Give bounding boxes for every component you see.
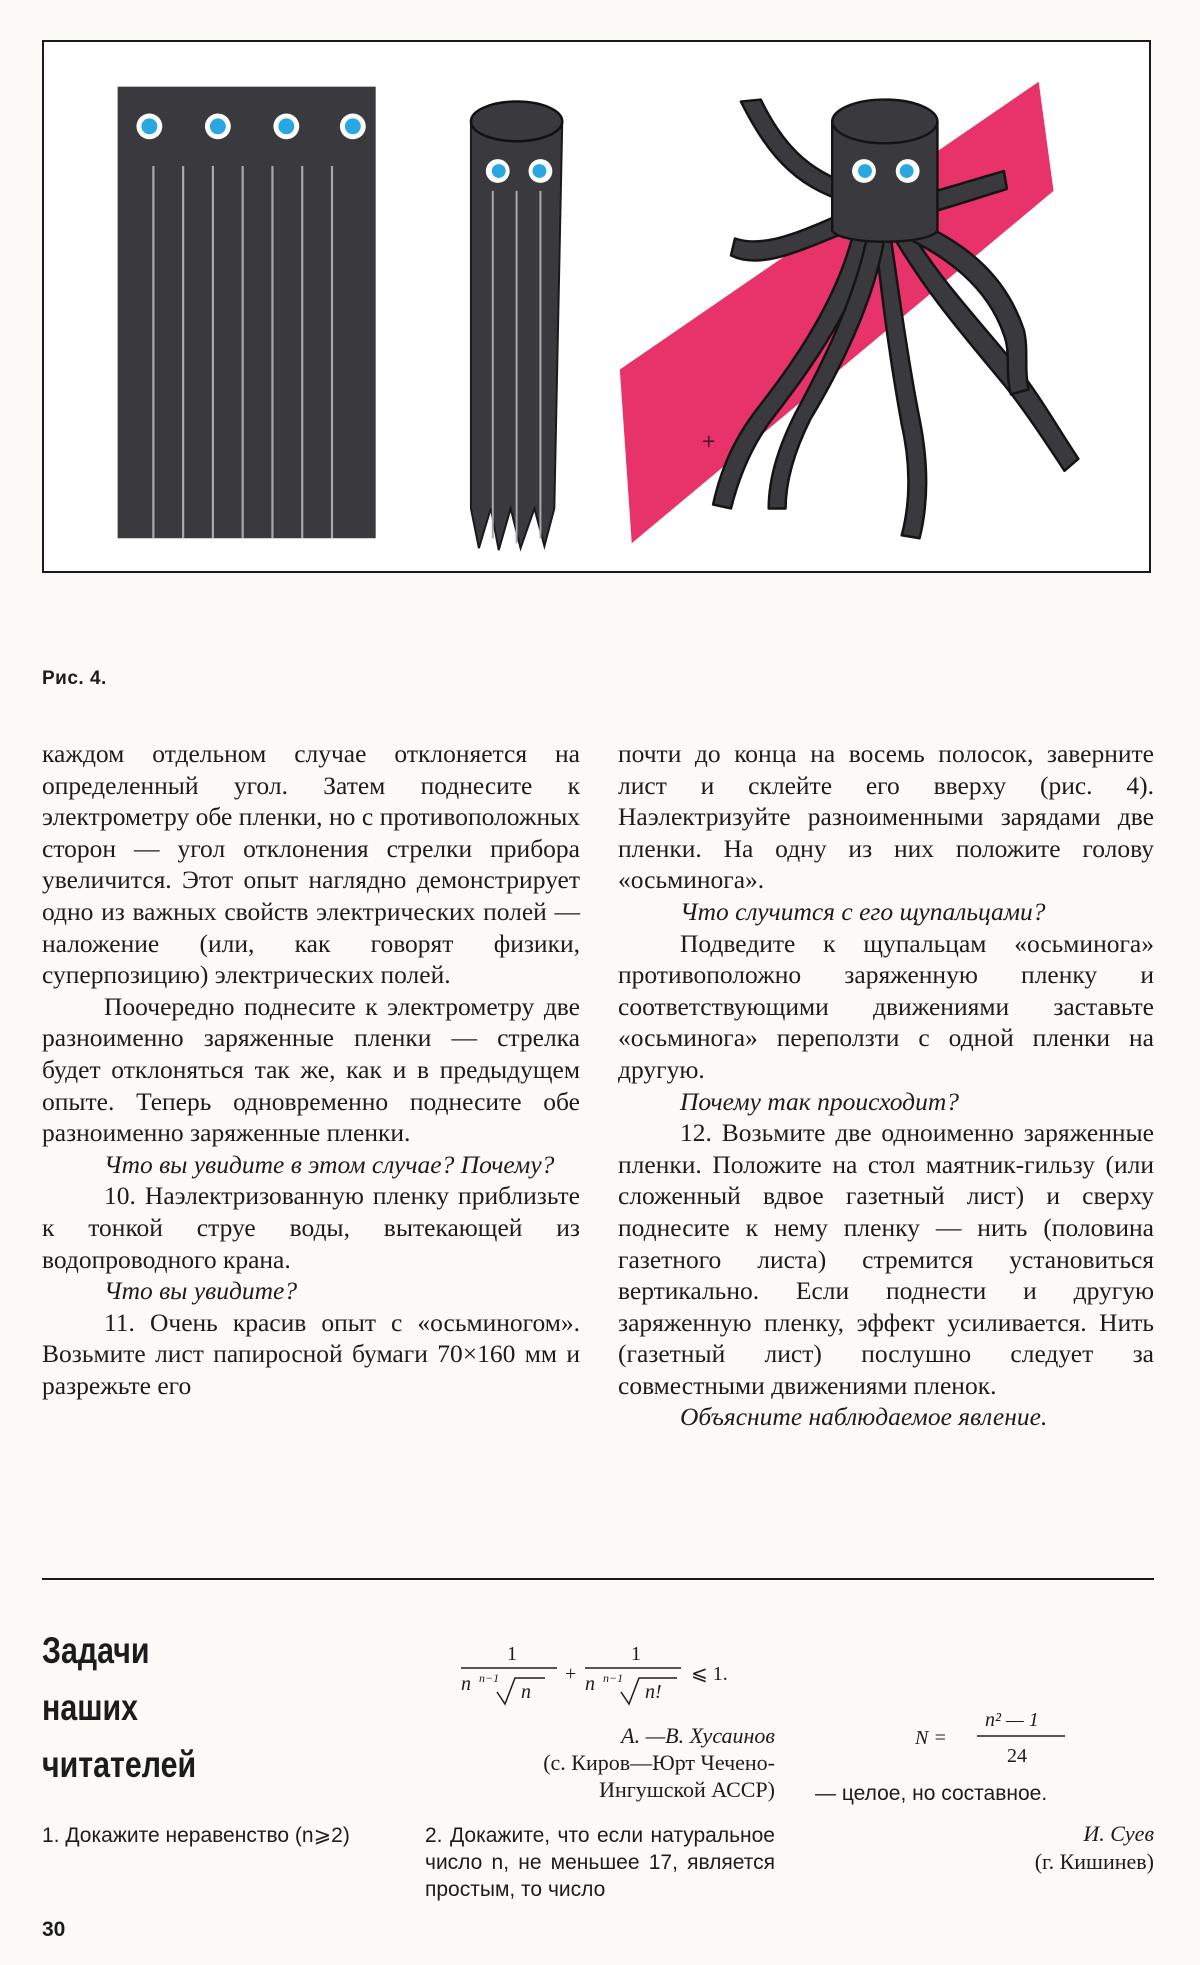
svg-text:n: n [521, 1681, 531, 1703]
svg-text:1: 1 [631, 1643, 641, 1665]
svg-text:⩽ 1.: ⩽ 1. [691, 1663, 728, 1685]
svg-text:N =: N = [915, 1727, 947, 1749]
svg-text:+: + [565, 1663, 577, 1685]
problem-2-conclusion: — целое, но составное. [815, 1782, 1048, 1805]
section-divider [42, 1578, 1154, 1580]
question: Что вы увидите в этом случае? Почему? [104, 1149, 555, 1179]
svg-text:n² — 1: n² — 1 [985, 1709, 1039, 1731]
svg-text:n−1: n−1 [603, 1671, 624, 1685]
paragraph: Поочередно поднесите к электрометру две разноименно заряженные пленки — стрелка будет отклоняться так же, как и в предыдущем опыте. Теперь одновременно поднесите обе разноименно заряженные пленки. [42, 991, 580, 1148]
paragraph: 11. Очень красив опыт с «осьминогом». Возьмите лист папиросной бумаги 70×160 мм и разрежьте его [42, 1307, 580, 1400]
paragraph: 10. Наэлектризованную пленку приблизьте к тонкой струе воды, вытекающей из водопроводного крана. [42, 1181, 580, 1274]
paragraph: Подведите к щупальцам «осьминога» противоположно заряженную пленку и соответствующими движениями заставьте «осьминога» переползти с одной пленки на другую. [618, 928, 1154, 1084]
inequality-formula [455, 1632, 775, 1712]
problem-1: 1. Докажите неравенство (n⩾2) [42, 1824, 350, 1847]
author-signature-1: А. —В. Хусаинов (с. Киров—Юрт Чечено- Ингушской АССР) [543, 1723, 775, 1802]
svg-text:24: 24 [1007, 1745, 1027, 1767]
text-column-left [42, 738, 580, 1401]
octopus-illustration [44, 42, 1149, 571]
question: Объясните наблюдаемое явление. [680, 1402, 1048, 1432]
svg-text:+: + [701, 430, 717, 452]
question: Почему так происходит? [680, 1086, 959, 1116]
paragraph: почти до конца на восемь полосок, заверните лист и склейте его вверху (рис. 4). Наэлектризуйте разноименными зарядами две пленки. На одну из них положите голову «осьминога». [618, 739, 1154, 895]
svg-text:n: n [585, 1673, 595, 1695]
paragraph: 12. Возьмите две одноименно заряженные пленки. Положите на стол маятник-гильзу (или сложенный вдвое газетный лист) и сверху поднесите к нему пленку — нить (половина газетного листа) стремится установиться вертикально. Если поднести и другую заряженную пленку, эффект усиливается. Нить (газетный лист) послушно следует за совместными движениями пленок. [618, 1118, 1154, 1400]
svg-text:n!: n! [645, 1681, 662, 1703]
question: Что вы увидите? [104, 1276, 298, 1306]
question: Что случится с его щупальцами? [680, 896, 1046, 926]
fraction-numerator: 1 [507, 1643, 517, 1665]
svg-text:n−1: n−1 [479, 1671, 500, 1685]
problem-2: 2. Докажите, что если натуральное число n, не меньшее 17, является простым, то число [425, 1824, 775, 1901]
figure-4 [42, 40, 1151, 573]
author-signature-2: И. Суев (г. Кишинев) [1034, 1821, 1154, 1874]
text-column-right [618, 738, 1154, 1433]
section-heading: Задачи наших читателей [42, 1630, 197, 1785]
svg-text:n: n [461, 1673, 471, 1695]
rolled-paper-tube [471, 102, 562, 551]
n-formula [915, 1700, 1075, 1774]
figure-caption: Рис. 4. [42, 668, 107, 689]
page-number: 30 [42, 1918, 66, 1941]
paragraph: каждом отдельном случае отклоняется на определенный угол. Затем поднесите к электрометру обе пленки, но с противоположных сторон — угол отклонения стрелки прибора увеличится. Этот опыт наглядно демонстрирует одно из важных свойств электрических полей — наложение (или, как говорят физики, суперпозицию) электрических полей. [42, 739, 580, 990]
flat-paper-sheet [118, 87, 376, 539]
